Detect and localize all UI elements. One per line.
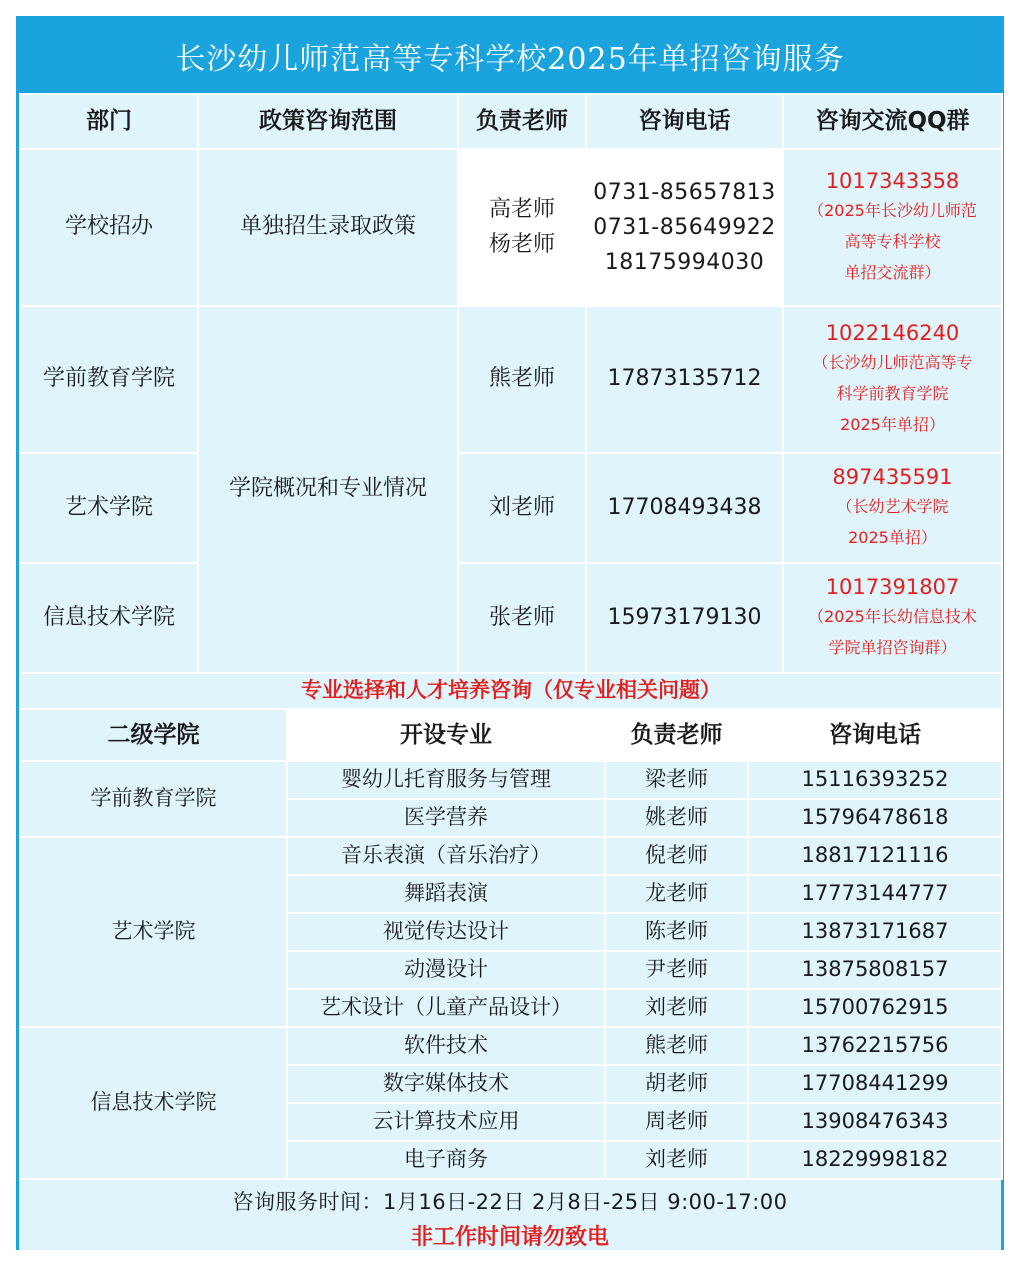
phone-number: 18175994030 <box>604 250 765 276</box>
qq-number: 1017343358 <box>825 168 960 193</box>
dept-name: 信息技术学院 <box>20 563 198 673</box>
qq-number: 1017391807 <box>825 574 960 599</box>
table-row <box>20 306 1002 453</box>
header-teacher: 负责老师 <box>605 709 748 761</box>
teacher-name: 梁老师 <box>605 761 748 799</box>
teacher-name: 姚老师 <box>605 799 748 837</box>
header-dept: 部门 <box>20 94 198 149</box>
phone-number: 0731-85657813 <box>593 179 776 205</box>
qq-note: 学院单招咨询群） <box>828 638 957 658</box>
service-info <box>19 1178 1001 1250</box>
phone-number: 17773144777 <box>748 875 1002 913</box>
teacher-name: 高老师 <box>488 197 555 223</box>
phone-number: 15116393252 <box>748 761 1002 799</box>
major-table <box>19 672 1003 1180</box>
dept-name: 艺术学院 <box>20 453 198 563</box>
header-scope: 政策咨询范围 <box>198 94 458 149</box>
section-title: 专业选择和人才培养咨询（仅专业相关问题） <box>20 673 1002 709</box>
major-name: 婴幼儿托育服务与管理 <box>287 761 605 799</box>
header-phone: 咨询电话 <box>748 709 1002 761</box>
section-title-row <box>20 673 1002 709</box>
header-phone: 咨询电话 <box>586 94 783 149</box>
major-name: 音乐表演（音乐治疗） <box>287 837 605 875</box>
major-name: 舞蹈表演 <box>287 875 605 913</box>
phone-number: 15796478618 <box>748 799 1002 837</box>
phone-number: 17708493438 <box>586 453 783 563</box>
phone-number: 13875808157 <box>748 951 1002 989</box>
qq-cell <box>783 306 1002 453</box>
qq-note: （2025年长沙幼儿师范 <box>808 200 977 220</box>
qq-number: 897435591 <box>832 464 953 489</box>
phone-number: 17873135712 <box>586 306 783 453</box>
phone-cell <box>586 149 783 306</box>
phone-number: 13873171687 <box>748 913 1002 951</box>
teacher-name: 熊老师 <box>605 1027 748 1065</box>
qq-cell <box>783 149 1002 306</box>
table-row <box>20 563 1002 673</box>
scope-text: 学院概况和专业情况 <box>198 306 458 673</box>
table-header-row <box>20 709 1002 761</box>
major-name: 视觉传达设计 <box>287 913 605 951</box>
header-college: 二级学院 <box>20 709 287 761</box>
table-row <box>20 837 1002 875</box>
phone-number: 15700762915 <box>748 989 1002 1027</box>
phone-number: 15973179130 <box>586 563 783 673</box>
teacher-name: 龙老师 <box>605 875 748 913</box>
qq-note: （长沙幼儿师范高等专 <box>812 352 973 372</box>
college-name: 艺术学院 <box>20 837 287 1027</box>
table-row <box>20 149 1002 306</box>
qq-note: （长幼艺术学院 <box>836 496 949 516</box>
teacher-name: 刘老师 <box>605 1141 748 1179</box>
teacher-name: 倪老师 <box>605 837 748 875</box>
header-qq-group: 咨询交流QQ群 <box>783 94 1002 149</box>
college-name: 学前教育学院 <box>20 761 287 837</box>
teacher-name: 周老师 <box>605 1103 748 1141</box>
teacher-name: 熊老师 <box>458 306 586 453</box>
qq-cell <box>783 563 1002 673</box>
qq-note: 科学前教育学院 <box>836 384 949 404</box>
teacher-name: 刘老师 <box>605 989 748 1027</box>
teacher-name: 杨老师 <box>488 231 555 257</box>
phone-number: 0731-85649922 <box>593 214 776 240</box>
teacher-name: 张老师 <box>458 563 586 673</box>
qq-note: 高等专科学校 <box>844 232 941 252</box>
qq-note: 2025年单招） <box>840 415 945 435</box>
qq-number: 1022146240 <box>825 320 960 345</box>
teacher-name: 尹老师 <box>605 951 748 989</box>
phone-number: 17708441299 <box>748 1065 1002 1103</box>
dept-name: 学前教育学院 <box>20 306 198 453</box>
qq-cell <box>783 453 1002 563</box>
major-name: 艺术设计（儿童产品设计） <box>287 989 605 1027</box>
teacher-name: 陈老师 <box>605 913 748 951</box>
qq-note: （2025年长幼信息技术 <box>808 606 977 626</box>
major-name: 数字媒体技术 <box>287 1065 605 1103</box>
notice-text: 非工作时间请勿致电 <box>410 1225 609 1250</box>
major-name: 电子商务 <box>287 1141 605 1179</box>
teacher-name: 胡老师 <box>605 1065 748 1103</box>
contact-table <box>19 93 1003 674</box>
table-header-row <box>20 94 1002 149</box>
dept-name: 学校招办 <box>20 149 198 306</box>
poster-frame <box>16 16 1004 1250</box>
phone-number: 18229998182 <box>748 1141 1002 1179</box>
major-name: 云计算技术应用 <box>287 1103 605 1141</box>
phone-number: 13908476343 <box>748 1103 1002 1141</box>
table-row <box>20 1027 1002 1065</box>
phone-number: 13762215756 <box>748 1027 1002 1065</box>
teacher-name: 刘老师 <box>458 453 586 563</box>
scope-text: 单独招生录取政策 <box>198 149 458 306</box>
qq-note: 2025单招） <box>848 528 937 548</box>
page-title: 长沙幼儿师范高等专科学校2025年单招咨询服务 <box>19 19 1001 93</box>
major-name: 医学营养 <box>287 799 605 837</box>
table-row <box>20 761 1002 799</box>
major-name: 动漫设计 <box>287 951 605 989</box>
qq-note: 单招交流群） <box>844 263 941 283</box>
phone-number: 18817121116 <box>748 837 1002 875</box>
service-time: 咨询服务时间：1月16日-22日 2月8日-25日 9:00-17:00 <box>232 1190 788 1214</box>
header-teacher: 负责老师 <box>458 94 586 149</box>
college-name: 信息技术学院 <box>20 1027 287 1179</box>
teacher-cell <box>458 149 586 306</box>
major-name: 软件技术 <box>287 1027 605 1065</box>
header-major: 开设专业 <box>287 709 605 761</box>
table-row <box>20 453 1002 563</box>
